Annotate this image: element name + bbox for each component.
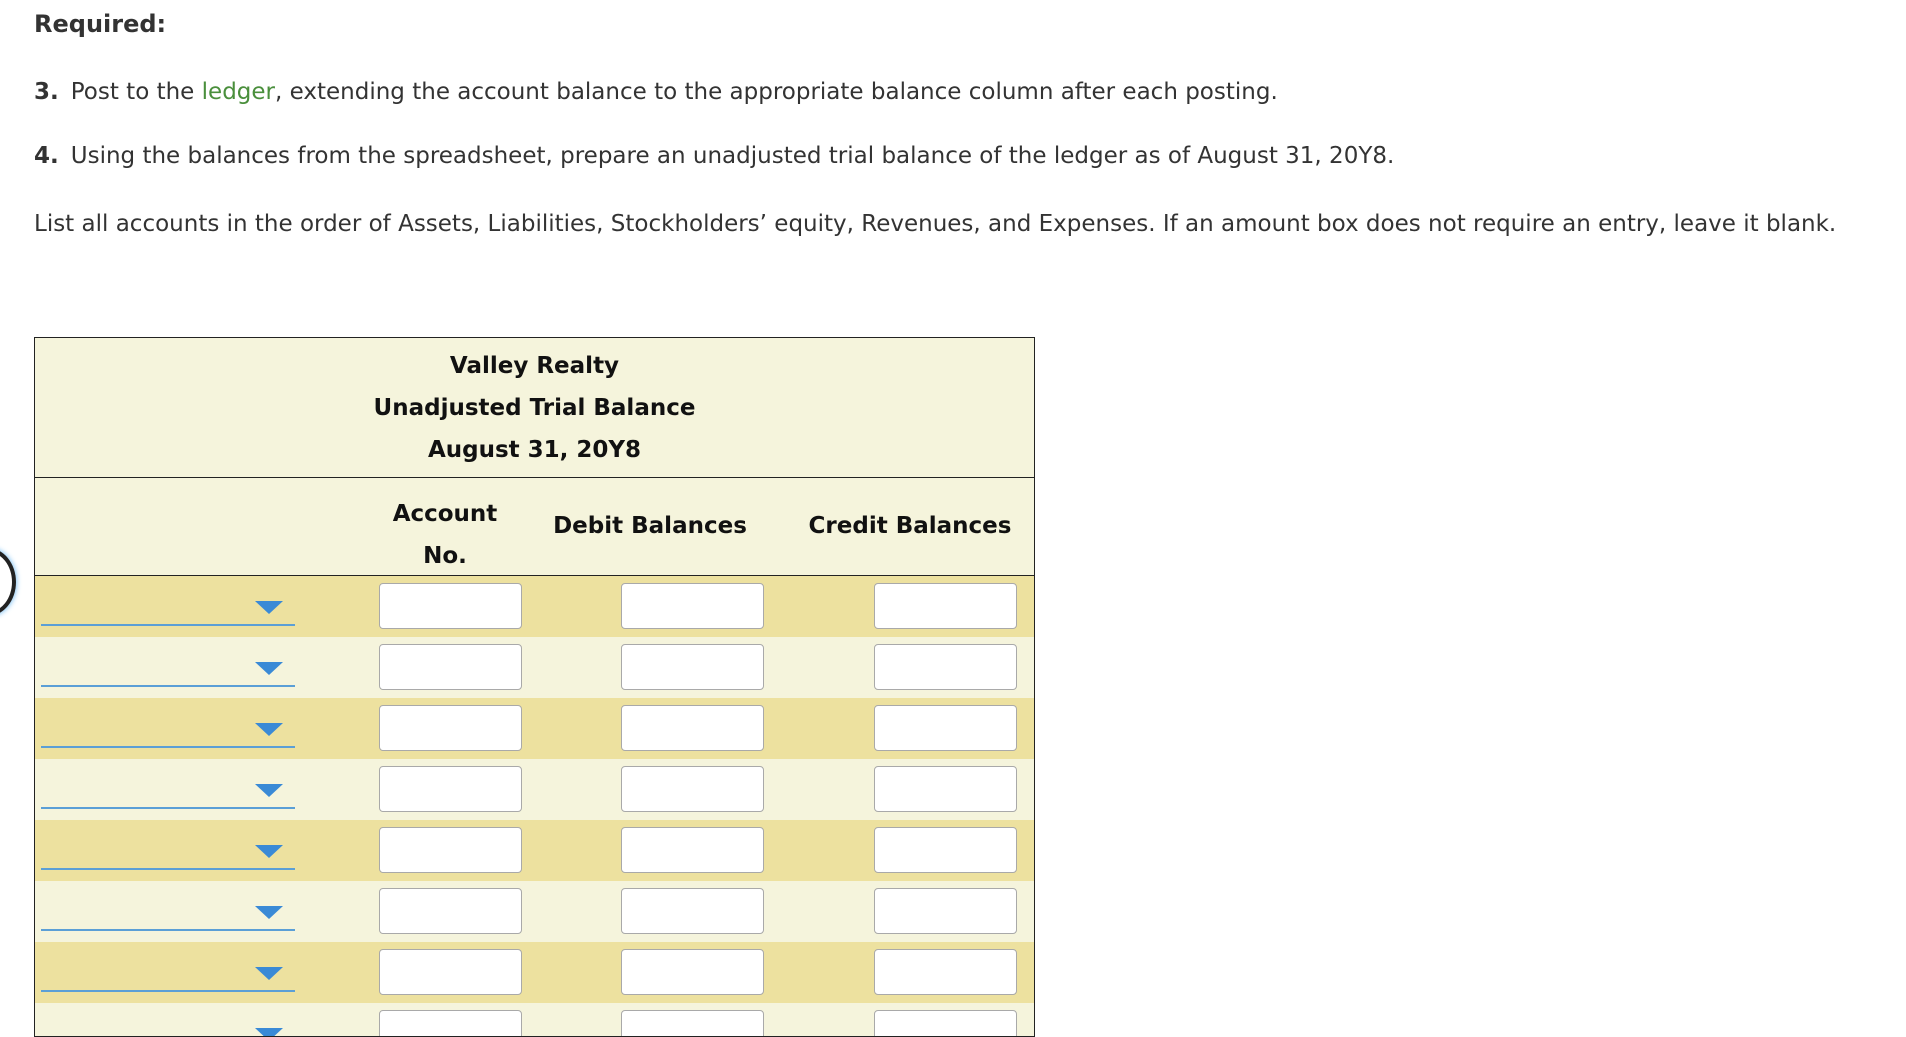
trial-balance-table — [34, 337, 1035, 1037]
chevron-down-icon[interactable] — [255, 723, 283, 736]
chevron-down-icon[interactable] — [255, 601, 283, 614]
credit-input[interactable] — [874, 1010, 1017, 1037]
account-no-input[interactable] — [379, 1010, 522, 1037]
required-heading: Required: — [34, 10, 167, 38]
debit-input[interactable] — [621, 705, 764, 751]
account-select[interactable] — [41, 765, 295, 809]
credit-input[interactable] — [874, 644, 1017, 690]
chevron-down-icon[interactable] — [255, 1028, 283, 1037]
account-no-input[interactable] — [379, 766, 522, 812]
step-4 — [34, 141, 1394, 171]
account-no-input[interactable] — [379, 949, 522, 995]
step-3-text-before: Post to the — [70, 79, 202, 105]
step-4-number: 4. — [34, 143, 59, 169]
debit-header: Debit Balances — [553, 513, 747, 539]
account-select[interactable] — [41, 704, 295, 748]
credit-header: Credit Balances — [808, 513, 1012, 539]
debit-input[interactable] — [621, 888, 764, 934]
chevron-down-icon[interactable] — [255, 662, 283, 675]
credit-input[interactable] — [874, 827, 1017, 873]
account-no-input[interactable] — [379, 583, 522, 629]
table-row — [35, 759, 1034, 820]
table-row — [35, 881, 1034, 942]
table-row — [35, 942, 1034, 1003]
account-no-input[interactable] — [379, 827, 522, 873]
account-select[interactable] — [41, 826, 295, 870]
debit-input[interactable] — [621, 766, 764, 812]
credit-input[interactable] — [874, 949, 1017, 995]
company-name: Valley Realty — [449, 353, 620, 379]
account-select[interactable] — [41, 582, 295, 626]
debit-input[interactable] — [621, 644, 764, 690]
list-instructions: List all accounts in the order of Assets, Liabilities, Stockholders’ equity, Revenues, and Expenses. If an amount box does not require an entry, leave it blank. — [34, 211, 1837, 237]
chevron-down-icon[interactable] — [255, 967, 283, 980]
trial-balance-rows — [35, 576, 1034, 1037]
account-select[interactable] — [41, 887, 295, 931]
account-no-input[interactable] — [379, 644, 522, 690]
account-no-input[interactable] — [379, 705, 522, 751]
step-3 — [34, 77, 1278, 107]
chevron-down-icon[interactable] — [255, 845, 283, 858]
account-no-header-line2: No. — [423, 543, 467, 569]
step-3-text-after: , extending the account balance to the appropriate balance column after each posting. — [275, 79, 1278, 105]
side-tab-indicator[interactable] — [0, 548, 16, 616]
account-select[interactable] — [41, 643, 295, 687]
credit-input[interactable] — [874, 888, 1017, 934]
chevron-down-icon[interactable] — [255, 784, 283, 797]
table-row — [35, 1003, 1034, 1037]
credit-input[interactable] — [874, 705, 1017, 751]
table-row — [35, 698, 1034, 759]
statement-date: August 31, 20Y8 — [427, 437, 642, 463]
account-select[interactable] — [41, 1009, 295, 1037]
debit-input[interactable] — [621, 827, 764, 873]
account-no-input[interactable] — [379, 888, 522, 934]
account-no-header — [385, 493, 505, 577]
table-row — [35, 820, 1034, 881]
debit-input[interactable] — [621, 1010, 764, 1037]
account-no-header-line1: Account — [392, 501, 498, 527]
step-4-text: Using the balances from the spreadsheet, prepare an unadjusted trial balance of the ledger as of August 31, 20Y8. — [70, 143, 1395, 169]
trial-balance-header — [35, 338, 1034, 478]
credit-input[interactable] — [874, 583, 1017, 629]
debit-input[interactable] — [621, 949, 764, 995]
step-3-number: 3. — [34, 79, 59, 105]
ledger-link[interactable]: ledger — [201, 79, 276, 105]
debit-input[interactable] — [621, 583, 764, 629]
credit-input[interactable] — [874, 766, 1017, 812]
column-headers — [35, 478, 1034, 576]
statement-title: Unadjusted Trial Balance — [373, 395, 696, 421]
table-row — [35, 637, 1034, 698]
chevron-down-icon[interactable] — [255, 906, 283, 919]
account-select[interactable] — [41, 948, 295, 992]
table-row — [35, 576, 1034, 637]
